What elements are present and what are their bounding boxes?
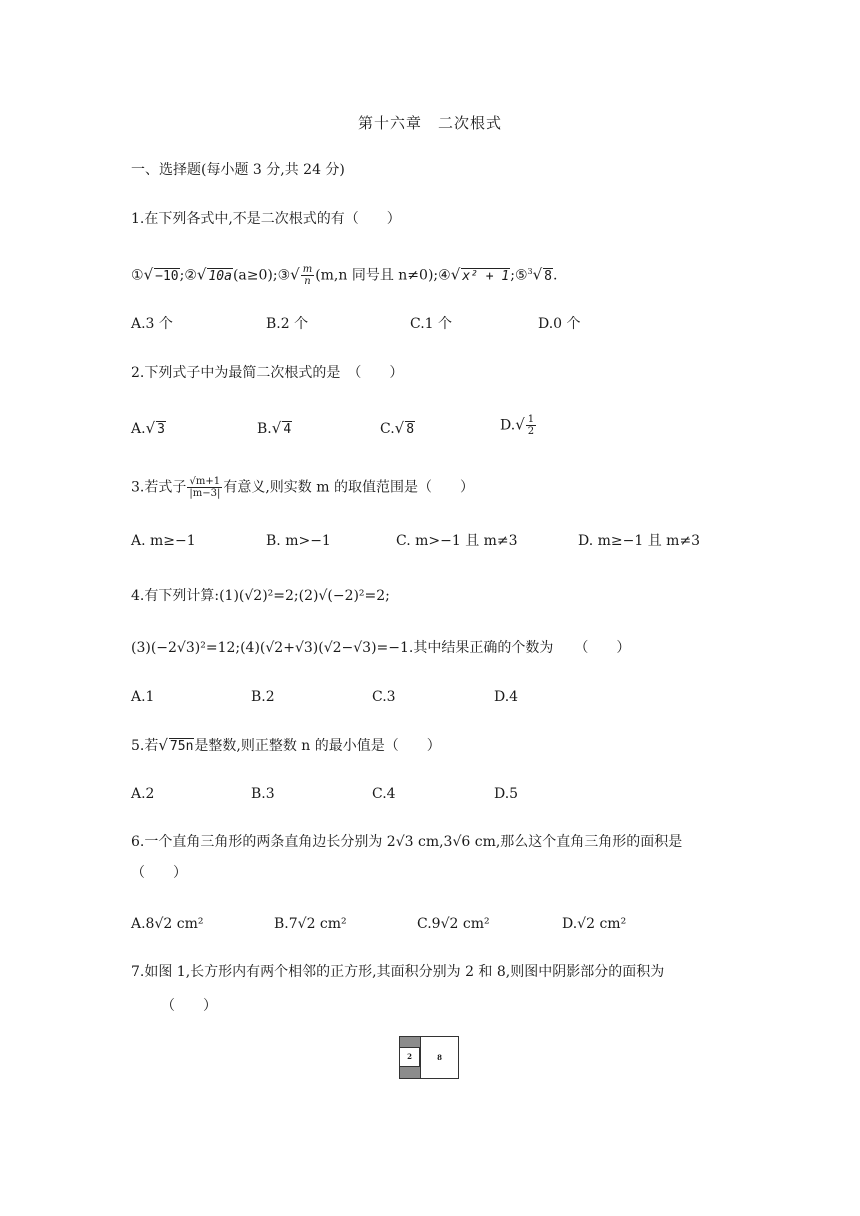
- q1-option-d: D.0 个: [538, 316, 581, 332]
- q2-a-radicand: 3: [157, 422, 165, 437]
- q3-option-d: D. m≥−1 且 m≠3: [578, 533, 701, 549]
- q6-option-c: C.9√2 cm²: [417, 916, 490, 932]
- q5-radicand: 75n: [169, 739, 194, 754]
- q6-option-b: B.7√2 cm²: [274, 916, 347, 932]
- q3-option-c: C. m>−1 且 m≠3: [396, 533, 518, 549]
- q1-e3-condition: (m,n 同号且 n≠0): [315, 267, 434, 284]
- q1-expressions: ①√ −10;②√ 10a(a≥0);③√ $\frac{m}{n}$ (m,n 同号且 n≠0);④√ x² + 1;⑤$^3$√ 8.: [131, 264, 558, 288]
- q5-stem: 5.若√ 75n是整数,则正整数 n 的最小值是（ ）: [131, 736, 441, 754]
- q3-option-b: B. m>−1: [266, 533, 331, 549]
- q7-line2: （ ）: [161, 998, 217, 1014]
- q5-option-d: D.5: [494, 786, 519, 802]
- q1-option-b: B.2 个: [266, 316, 309, 332]
- q3-denominator: |m−3|: [189, 488, 221, 499]
- q1-sep4: ;⑤: [510, 267, 528, 284]
- q3-stem: [131, 476, 474, 499]
- q1-sep1: ;②: [179, 267, 197, 284]
- q1-e2-radicand: 10a: [208, 268, 232, 284]
- q5-option-b: B.3: [251, 786, 275, 802]
- q4-option-c: C.3: [372, 689, 396, 705]
- q4-line1: 4.有下列计算:(1)(√2)²=2;(2)√(−2)²=2;: [131, 588, 390, 604]
- q1-e2-condition: (a≥0): [232, 267, 273, 284]
- q2-option-c: C.√ 8: [380, 419, 415, 437]
- q1-option-c: C.1 个: [410, 316, 453, 332]
- shaded-region-bottom: [400, 1067, 420, 1078]
- chapter-title: 第十六章 二次根式: [357, 114, 502, 132]
- q2-d-fraction: [526, 414, 536, 437]
- large-square: 8: [420, 1037, 458, 1078]
- q1-e1-label: ①: [131, 267, 144, 284]
- q4-line2: (3)(−2√3)²=12;(4)(√2+√3)(√2−√3)=−1.其中结果正确的个数为 （ ）: [131, 640, 631, 656]
- q1-e3-denominator: n: [304, 276, 311, 288]
- q1-e3-fraction: [301, 264, 314, 287]
- q1-option-a: A.3 个: [131, 316, 173, 332]
- q2-d-numerator: 1: [527, 414, 535, 425]
- shaded-region-top: [400, 1037, 420, 1047]
- q2-d-label: D.: [500, 417, 516, 434]
- q4-option-d: D.4: [494, 689, 519, 705]
- q5-post: 是整数,则正整数 n 的最小值是（ ）: [194, 738, 441, 754]
- q3-numerator: √m+1: [187, 476, 222, 488]
- q6-line1: 6.一个直角三角形的两条直角边长分别为 2√3 cm,3√6 cm,那么这个直角三角形的面积是: [131, 834, 683, 850]
- q4-option-b: B.2: [251, 689, 275, 705]
- q5-pre: 5.若: [131, 738, 159, 754]
- q6-option-a: A.8√2 cm²: [131, 916, 204, 932]
- q1-stem: 1.在下列各式中,不是二次根式的有（ ）: [131, 211, 401, 227]
- q6-option-d: D.√2 cm²: [562, 916, 627, 932]
- q1-e4-radicand: x² + 1: [462, 268, 510, 284]
- q1-e5-index: 3: [527, 267, 533, 276]
- q3-post: 有意义,则实数 m 的取值范围是（ ）: [223, 479, 474, 496]
- q4-option-a: A.1: [131, 689, 155, 705]
- q2-option-d: D.√ $\frac{1}{2}$: [500, 414, 535, 437]
- q2-d-denominator: 2: [527, 426, 535, 437]
- q7-figure-rectangle: [399, 1036, 459, 1079]
- q6-line2: （ ）: [131, 865, 187, 881]
- q1-e5-radicand: 8: [544, 268, 552, 284]
- small-square: 2: [400, 1047, 420, 1067]
- q2-c-radicand: 8: [406, 422, 415, 437]
- q1-sep3: ;④: [433, 267, 451, 284]
- q1-end: .: [553, 267, 558, 284]
- q2-option-b: B.√ 4: [257, 419, 292, 437]
- q1-e3-numerator: m: [302, 264, 313, 276]
- q2-a-label: A.: [131, 421, 146, 437]
- section-heading: 一、选择题(每小题 3 分,共 24 分): [131, 162, 345, 178]
- q7-line1: 7.如图 1,长方形内有两个相邻的正方形,其面积分别为 2 和 8,则图中阴影部分的面积为: [131, 964, 665, 980]
- q3-option-a: A. m≥−1: [131, 533, 196, 549]
- q2-b-radicand: 4: [283, 422, 292, 437]
- q5-option-c: C.4: [372, 786, 396, 802]
- q2-stem: 2.下列式子中为最简二次根式的是 （ ）: [131, 365, 404, 381]
- q1-e1-radicand: −10: [155, 268, 179, 284]
- q5-option-a: A.2: [131, 786, 155, 802]
- q2-c-label: C.: [380, 421, 395, 437]
- q1-sep2: ;③: [272, 267, 291, 284]
- q2-b-label: B.: [257, 421, 272, 437]
- q3-fraction: [187, 476, 222, 499]
- q3-pre: 3.若式子: [131, 479, 187, 496]
- q2-option-a: A.√ 3: [131, 419, 165, 437]
